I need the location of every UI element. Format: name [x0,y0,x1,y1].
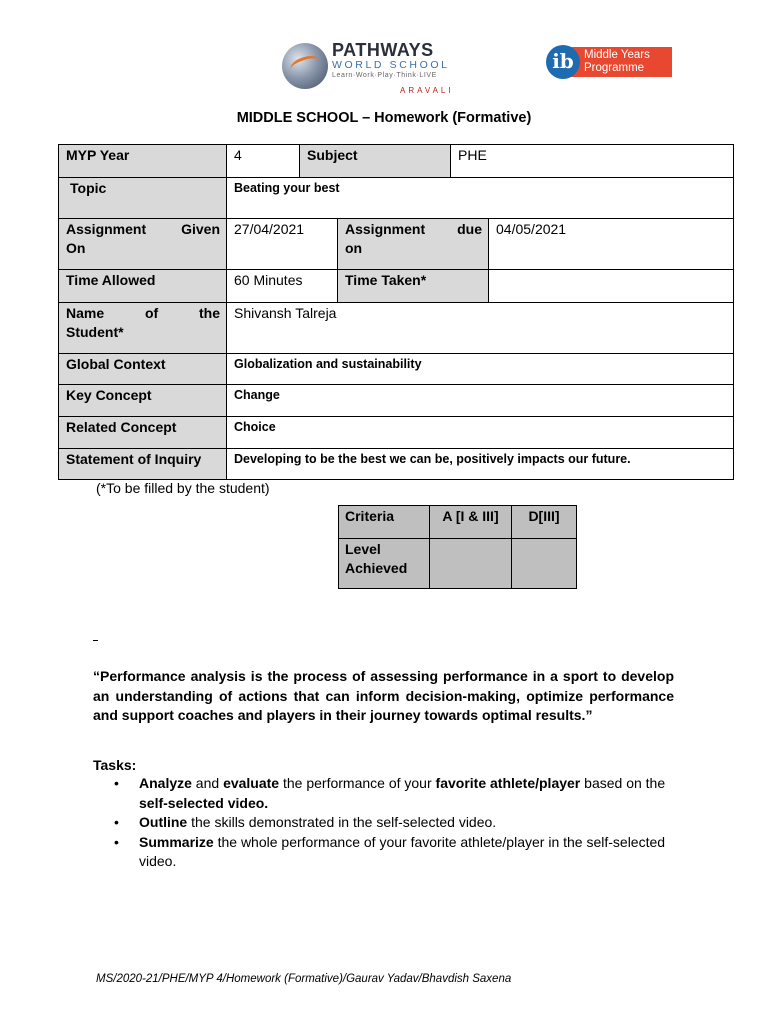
table-row [59,145,734,178]
level-a-cell[interactable] [430,539,512,589]
ib-icon: ib [546,45,580,79]
table-row [59,270,734,303]
table-row [59,449,734,480]
assignment-details-table [58,144,734,480]
school-tagline: Learn·Work·Play·Think·LIVE [332,72,437,79]
document-footer: MS/2020-21/PHE/MYP 4/Homework (Formative)/Gaurav Yadav/Bhavdish Saxena [96,973,512,985]
topic-value: Beating your best [227,178,734,219]
time-allowed-label: Time Allowed [59,270,227,303]
related-concept-value: Choice [227,417,734,449]
assignment-due-value: 04/05/2021 [489,219,734,270]
globe-icon [282,43,328,89]
table-row [59,219,734,270]
school-subtitle: WORLD SCHOOL [332,59,450,71]
page-title: MIDDLE SCHOOL – Homework (Formative) [236,110,532,126]
level-achieved-label: Level Achieved [339,539,430,589]
topic-label: Topic [59,178,227,219]
assignment-due-label: Assignment due on [338,219,489,270]
key-concept-value: Change [227,385,734,417]
school-location: ARAVALI [400,86,454,95]
student-fill-note: (*To be filled by the student) [96,480,270,496]
ib-line-1: Middle Years [584,49,650,61]
myp-year-value: 4 [227,145,300,178]
tasks-heading: Tasks: [93,757,137,773]
statement-of-inquiry-label: Statement of Inquiry [59,449,227,480]
criteria-table [338,505,577,589]
table-row [339,539,577,589]
table-row [59,385,734,417]
level-d-cell[interactable] [512,539,577,589]
bullet-icon: • [114,775,119,791]
ib-myp-logo [546,45,674,81]
time-taken-label: Time Taken* [338,270,489,303]
list-item: • Analyze and evaluate the performance of your favorite athlete/player based on the self-selected video. [114,775,666,811]
ib-programme-box [568,47,672,77]
myp-year-label: MYP Year [59,145,227,178]
assignment-given-label: Assignment Given On [59,219,227,270]
student-name-label: Name of the Student* [59,303,227,354]
global-context-label: Global Context [59,354,227,385]
tasks-list [114,774,674,872]
table-row [59,354,734,385]
criterion-a-header: A [I & III] [430,506,512,539]
criteria-header: Criteria [339,506,430,539]
related-concept-label: Related Concept [59,417,227,449]
bullet-icon: • [114,833,119,850]
subject-label: Subject [300,145,451,178]
list-item: • Outline the skills demonstrated in the self-selected video. [114,813,674,833]
performance-analysis-quote: “Performance analysis is the process of assessing performance in a sport to develop an understanding of actions that can inform decision-making, optimize performance and support coaches and players in their journey towards optimal results.” [93,668,674,723]
key-concept-label: Key Concept [59,385,227,417]
student-name-value[interactable]: Shivansh Talreja [227,303,734,354]
school-logo [282,40,468,98]
subject-value: PHE [451,145,734,178]
criterion-d-header: D[III] [512,506,577,539]
table-row [339,506,577,539]
global-context-value: Globalization and sustainability [227,354,734,385]
bullet-icon: • [114,814,119,830]
assignment-given-value: 27/04/2021 [227,219,338,270]
statement-of-inquiry-value: Developing to be the best we can be, positively impacts our future. [227,449,734,480]
table-row [59,303,734,354]
list-item: • Summarize the whole performance of your favorite athlete/player in the self-selected video. [114,833,666,869]
time-allowed-value: 60 Minutes [227,270,338,303]
table-row [59,417,734,449]
time-taken-field[interactable] [489,270,734,303]
table-row [59,178,734,219]
ib-line-2: Programme [584,62,645,74]
divider-dash [93,640,98,641]
school-name: PATHWAYS [332,40,434,60]
